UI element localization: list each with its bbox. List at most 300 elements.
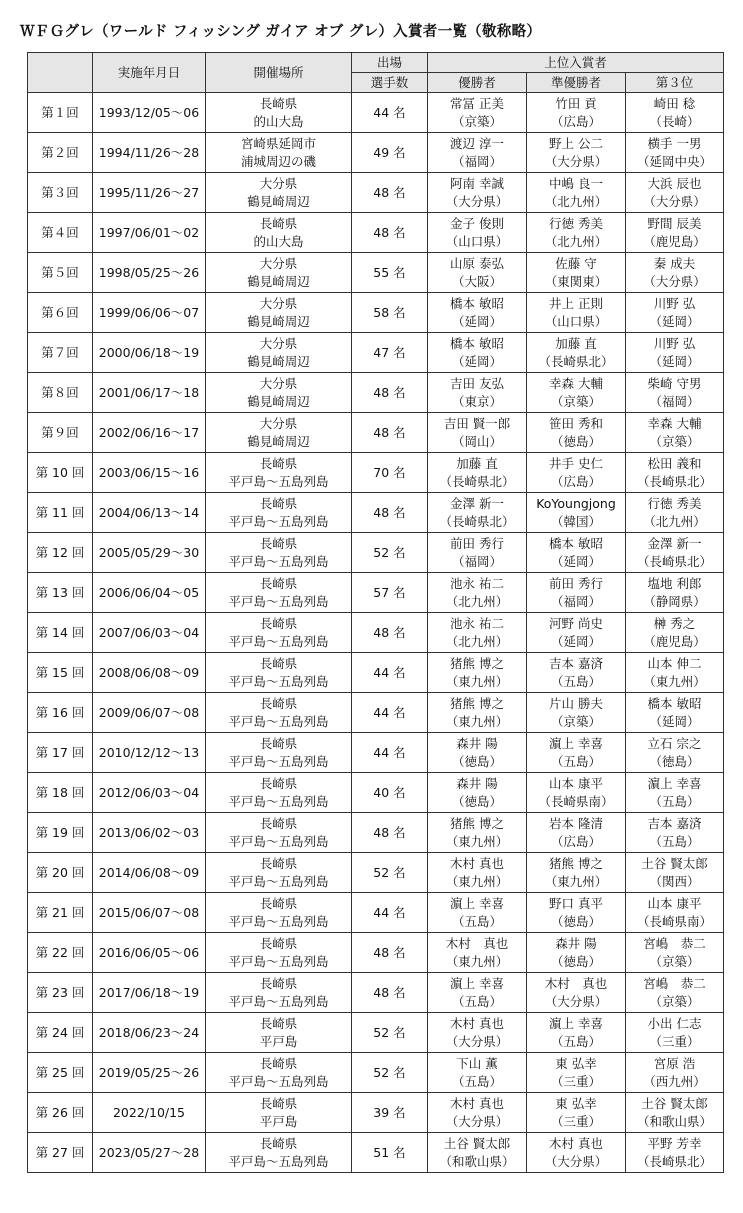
venue-cell-text: 大分県 [259, 255, 298, 271]
venue-cell-text: 長崎県 [259, 495, 298, 511]
third-place-cell-text: （長崎） [649, 113, 700, 129]
date-cell [93, 533, 206, 573]
date-cell [93, 813, 206, 853]
first-place-cell-text: （福岡） [451, 553, 502, 569]
table-row [28, 453, 724, 493]
date-cell [93, 413, 206, 453]
first-place-cell [428, 773, 527, 813]
second-place-cell-text: （福岡） [550, 593, 601, 609]
date-cell-text: 2022/10/15 [112, 1104, 186, 1120]
second-place-cell-text: 中嶋 良一 [549, 175, 603, 191]
third-place-cell [626, 293, 724, 333]
first-place-cell-text: （長崎県北） [439, 513, 515, 529]
first-place-cell-text: （徳島） [451, 793, 502, 809]
third-place-cell-text: （延岡） [649, 353, 700, 369]
first-place-cell-text: （東九州） [445, 833, 509, 849]
venue-cell-text: 的山大島 [253, 113, 304, 129]
entrants-cell-text: 39 名 [373, 1104, 406, 1120]
third-place-cell [626, 653, 724, 693]
date-cell-text: 2013/06/02～03 [98, 824, 200, 840]
third-place-cell-text: 立石 宗之 [647, 735, 702, 751]
second-place-cell-text: （徳島） [550, 953, 601, 969]
third-place-cell [626, 1093, 724, 1133]
venue-cell-text: 平戸島～五島列島 [228, 1073, 329, 1089]
table-row [28, 1013, 724, 1053]
third-place-cell-text: （長崎県北） [636, 1153, 712, 1169]
entrants-cell-text: 44 名 [373, 664, 406, 680]
table-row [28, 1133, 724, 1173]
date-cell [93, 333, 206, 373]
round-cell-text: 第 18 回 [35, 784, 85, 800]
first-place-cell-text: （岡山） [451, 433, 502, 449]
venue-cell-text: 長崎県 [259, 935, 298, 951]
round-cell-text: 第 24 回 [35, 1024, 85, 1040]
entrants-cell [352, 1093, 428, 1133]
venue-cell-text: 大分県 [259, 375, 298, 391]
second-place-cell-text: （京築） [550, 393, 601, 409]
table-row [28, 933, 724, 973]
table-row [28, 613, 724, 653]
third-place-cell-text: 大浜 辰也 [647, 175, 702, 191]
entrants-cell-text: 48 名 [373, 984, 406, 1000]
third-place-cell-text: （西九州） [643, 1073, 706, 1089]
round-cell-text: 第８回 [41, 384, 79, 400]
first-place-cell [428, 893, 527, 933]
first-place-cell-text: 橋本 敏昭 [450, 295, 504, 311]
date-cell-text: 1993/12/05～06 [98, 104, 200, 120]
second-place-cell-text: 笹田 秀和 [549, 415, 603, 431]
entrants-cell-text: 48 名 [373, 184, 406, 200]
third-place-cell [626, 1013, 724, 1053]
venue-cell [206, 893, 352, 933]
round-cell-text: 第 21 回 [35, 904, 85, 920]
round-cell-text: 第５回 [41, 264, 79, 280]
date-cell [93, 453, 206, 493]
round-cell-text: 第 15 回 [35, 664, 85, 680]
first-place-cell-text: 猪熊 博之 [450, 655, 504, 671]
first-place-cell-text: 濵上 幸喜 [450, 975, 504, 991]
round-cell [28, 533, 93, 573]
third-place-cell-text: 榊 秀之 [653, 615, 696, 631]
round-cell [28, 93, 93, 133]
round-cell [28, 173, 93, 213]
venue-cell-text: 平戸島～五島列島 [228, 1153, 329, 1169]
second-place-cell-text: （広島） [550, 113, 601, 129]
venue-cell-text: 長崎県 [259, 1095, 298, 1111]
date-cell-text: 2002/06/16～17 [98, 424, 200, 440]
table-row [28, 733, 724, 773]
venue-cell [206, 253, 352, 293]
third-place-cell [626, 573, 724, 613]
date-cell [93, 1013, 206, 1053]
first-place-cell [428, 1053, 527, 1093]
third-place-cell-text: （延岡） [649, 713, 700, 729]
date-cell [93, 1093, 206, 1133]
second-place-cell-text: 河野 尚史 [549, 615, 603, 631]
venue-cell-text: 鶴見崎周辺 [247, 393, 310, 409]
date-cell [93, 213, 206, 253]
entrants-cell-text: 48 名 [373, 824, 406, 840]
venue-cell [206, 973, 352, 1013]
date-cell-text: 2003/06/15～16 [98, 464, 200, 480]
round-cell [28, 933, 93, 973]
date-cell-text: 1999/06/06～07 [98, 304, 200, 320]
third-place-cell-text: 山本 伸二 [647, 655, 702, 671]
venue-cell-text: 長崎県 [259, 655, 298, 671]
header-entrants-line1: 出場 [352, 53, 428, 73]
round-cell-text: 第１回 [41, 104, 79, 120]
venue-cell-text: 平戸島～五島列島 [228, 753, 329, 769]
first-place-cell-text: （東九州） [445, 673, 509, 689]
date-cell [93, 853, 206, 893]
venue-cell-text: 長崎県 [259, 95, 298, 111]
date-cell [93, 973, 206, 1013]
venue-cell-text: 長崎県 [259, 815, 298, 831]
entrants-cell [352, 693, 428, 733]
venue-cell [206, 333, 352, 373]
first-place-cell [428, 1133, 527, 1173]
venue-cell-text: 鶴見崎周辺 [247, 313, 310, 329]
venue-cell-text: 長崎県 [259, 1135, 298, 1151]
third-place-cell [626, 1053, 724, 1093]
first-place-cell [428, 373, 527, 413]
third-place-cell [626, 373, 724, 413]
second-place-cell [527, 813, 626, 853]
date-cell-text: 2019/05/25～26 [98, 1064, 200, 1080]
second-place-cell-text: （東関東） [544, 273, 608, 289]
second-place-cell-text: （長崎県南） [538, 793, 614, 809]
first-place-cell-text: （東九州） [445, 713, 509, 729]
second-place-cell [527, 573, 626, 613]
venue-cell [206, 573, 352, 613]
date-cell [93, 653, 206, 693]
date-cell [93, 1053, 206, 1093]
entrants-cell-text: 48 名 [373, 424, 406, 440]
entrants-cell-text: 58 名 [373, 304, 406, 320]
round-cell-text: 第 25 回 [35, 1064, 85, 1080]
venue-cell-text: 鶴見崎周辺 [247, 273, 310, 289]
third-place-cell [626, 253, 724, 293]
first-place-cell-text: 橋本 敏昭 [450, 335, 504, 351]
first-place-cell-text: （和歌山県） [439, 1153, 515, 1169]
table-row [28, 693, 724, 733]
table-row [28, 413, 724, 453]
third-place-cell [626, 933, 724, 973]
third-place-cell-text: （長崎県北） [636, 553, 712, 569]
first-place-cell-text: 木村 真也 [450, 1015, 504, 1031]
date-cell [93, 733, 206, 773]
second-place-cell-text: （延岡） [550, 633, 601, 649]
third-place-cell-text: 崎田 稔 [653, 95, 696, 111]
first-place-cell-text: 吉田 友弘 [450, 375, 504, 391]
entrants-cell [352, 133, 428, 173]
second-place-cell-text: 木村 真也 [549, 1135, 603, 1151]
second-place-cell-text: （北九州） [544, 193, 608, 209]
first-place-cell-text: 濵上 幸喜 [450, 895, 504, 911]
venue-cell [206, 813, 352, 853]
first-place-cell [428, 653, 527, 693]
venue-cell-text: 的山大島 [253, 233, 304, 249]
round-cell [28, 493, 93, 533]
third-place-cell-text: （京築） [649, 993, 700, 1009]
third-place-cell-text: （鹿児島） [643, 233, 706, 249]
second-place-cell-text: 野口 真平 [549, 895, 603, 911]
date-cell-text: 2015/06/07～08 [98, 904, 200, 920]
table-row [28, 293, 724, 333]
round-cell [28, 893, 93, 933]
second-place-cell-text: 吉本 嘉済 [549, 655, 603, 671]
venue-cell [206, 533, 352, 573]
header-second: 準優勝者 [527, 73, 626, 93]
second-place-cell [527, 373, 626, 413]
first-place-cell-text: （大阪） [451, 273, 502, 289]
first-place-cell [428, 853, 527, 893]
third-place-cell [626, 493, 724, 533]
table-row [28, 573, 724, 613]
date-cell-text: 2017/06/18～19 [98, 984, 200, 1000]
round-cell-text: 第 10 回 [35, 464, 85, 480]
second-place-cell-text: 竹田 貢 [555, 95, 597, 111]
round-cell [28, 773, 93, 813]
date-cell [93, 93, 206, 133]
third-place-cell-text: 川野 弘 [653, 335, 696, 351]
first-place-cell-text: （東九州） [445, 873, 509, 889]
third-place-cell-text: （和歌山県） [636, 1113, 712, 1129]
second-place-cell-text: 井手 史仁 [549, 455, 603, 471]
third-place-cell-text: （東九州） [643, 673, 706, 689]
third-place-cell-text: 吉本 嘉済 [647, 815, 702, 831]
first-place-cell-text: （延岡） [451, 353, 502, 369]
third-place-cell-text: 柴崎 守男 [647, 375, 702, 391]
entrants-cell [352, 453, 428, 493]
third-place-cell [626, 973, 724, 1013]
third-place-cell-text: 川野 弘 [653, 295, 696, 311]
first-place-cell [428, 453, 527, 493]
first-place-cell-text: 加藤 直 [456, 455, 498, 471]
venue-cell-text: 鶴見崎周辺 [247, 353, 310, 369]
date-cell-text: 2016/06/05～06 [98, 944, 200, 960]
second-place-cell-text: 東 弘幸 [555, 1095, 597, 1111]
table-row [28, 773, 724, 813]
third-place-cell-text: 宮嶋 恭二 [643, 975, 706, 991]
first-place-cell-text: 阿南 幸誠 [450, 175, 504, 191]
venue-cell [206, 773, 352, 813]
first-place-cell [428, 813, 527, 853]
round-cell-text: 第９回 [41, 424, 79, 440]
first-place-cell-text: （京築） [451, 113, 502, 129]
first-place-cell [428, 1013, 527, 1053]
round-cell [28, 413, 93, 453]
table-row [28, 213, 724, 253]
first-place-cell-text: 森井 陽 [456, 775, 498, 791]
round-cell-text: 第 14 回 [35, 624, 85, 640]
date-cell [93, 253, 206, 293]
first-place-cell [428, 133, 527, 173]
first-place-cell-text: （大分県） [445, 193, 509, 209]
date-cell-text: 2012/06/03～04 [98, 784, 200, 800]
date-cell-text: 1994/11/26～28 [98, 144, 200, 160]
third-place-cell-text: 土谷 賢太郎 [641, 1095, 708, 1111]
date-cell-text: 2014/06/08～09 [98, 864, 200, 880]
round-cell-text: 第 12 回 [35, 544, 85, 560]
second-place-cell [527, 213, 626, 253]
venue-cell [206, 493, 352, 533]
third-place-cell-text: 土谷 賢太郎 [641, 855, 708, 871]
second-place-cell [527, 733, 626, 773]
second-place-cell-text: 加藤 直 [555, 335, 597, 351]
second-place-cell-text: （徳島） [550, 433, 601, 449]
second-place-cell-text: 猪熊 博之 [549, 855, 603, 871]
venue-cell [206, 1053, 352, 1093]
second-place-cell-text: （長崎県北） [538, 353, 614, 369]
round-cell-text: 第 11 回 [35, 504, 85, 520]
venue-cell-text: 宮崎県延岡市 [240, 135, 316, 151]
first-place-cell-text: 常冨 正美 [450, 95, 504, 111]
venue-cell-text: 浦城周辺の磯 [240, 153, 316, 169]
table-row [28, 333, 724, 373]
round-cell [28, 213, 93, 253]
third-place-cell-text: 宮嶋 恭二 [643, 935, 706, 951]
second-place-cell-text: 東 弘幸 [555, 1055, 597, 1071]
second-place-cell-text: （大分県） [544, 153, 608, 169]
first-place-cell-text: 下山 薫 [456, 1055, 498, 1071]
round-cell [28, 133, 93, 173]
third-place-cell-text: 行徳 秀美 [647, 495, 702, 511]
third-place-cell-text: （北九州） [643, 513, 706, 529]
third-place-cell-text: 平野 芳幸 [647, 1135, 702, 1151]
third-place-cell-text: 秦 成夫 [653, 255, 696, 271]
second-place-cell [527, 453, 626, 493]
table-row [28, 653, 724, 693]
third-place-cell-text: （長崎県南） [636, 913, 712, 929]
table-row [28, 253, 724, 293]
third-place-cell [626, 693, 724, 733]
round-cell-text: 第 26 回 [35, 1104, 85, 1120]
date-cell-text: 2018/06/23～24 [98, 1024, 200, 1040]
third-place-cell [626, 813, 724, 853]
venue-cell-text: 長崎県 [259, 895, 298, 911]
first-place-cell-text: （五島） [451, 993, 502, 1009]
first-place-cell [428, 413, 527, 453]
venue-cell-text: 長崎県 [259, 975, 298, 991]
venue-cell [206, 173, 352, 213]
round-cell-text: 第 16 回 [35, 704, 85, 720]
venue-cell-text: 平戸島～五島列島 [228, 513, 329, 529]
first-place-cell-text: （五島） [451, 1073, 502, 1089]
date-cell [93, 173, 206, 213]
second-place-cell [527, 413, 626, 453]
first-place-cell-text: 木村 真也 [445, 935, 509, 951]
second-place-cell [527, 253, 626, 293]
venue-cell-text: 平戸島～五島列島 [228, 993, 329, 1009]
date-cell-text: 2006/06/04～05 [98, 584, 200, 600]
venue-cell-text: 長崎県 [259, 1055, 298, 1071]
date-cell-text: 2007/06/03～04 [98, 624, 200, 640]
header-round [28, 53, 93, 93]
first-place-cell [428, 493, 527, 533]
second-place-cell [527, 933, 626, 973]
first-place-cell [428, 213, 527, 253]
table-row [28, 133, 724, 173]
second-place-cell [527, 493, 626, 533]
third-place-cell-text: 幸森 大輔 [647, 415, 702, 431]
second-place-cell-text: 山本 康平 [549, 775, 603, 791]
second-place-cell-text: （五島） [550, 673, 601, 689]
table-header [28, 53, 724, 93]
first-place-cell [428, 253, 527, 293]
first-place-cell-text: 池永 祐二 [450, 615, 504, 631]
venue-cell-text: 平戸島 [259, 1113, 298, 1129]
third-place-cell-text: （大分県） [643, 193, 706, 209]
first-place-cell [428, 613, 527, 653]
round-cell-text: 第 27 回 [35, 1144, 85, 1160]
header-entrants-line2: 選手数 [352, 73, 428, 93]
entrants-cell [352, 493, 428, 533]
venue-cell [206, 1013, 352, 1053]
date-cell [93, 693, 206, 733]
entrants-cell-text: 57 名 [373, 584, 406, 600]
first-place-cell [428, 973, 527, 1013]
third-place-cell-text: （延岡中央） [636, 153, 712, 169]
first-place-cell-text: （北九州） [445, 593, 509, 609]
venue-cell-text: 長崎県 [259, 535, 298, 551]
first-place-cell-text: 金子 俊則 [450, 215, 504, 231]
second-place-cell [527, 533, 626, 573]
entrants-cell [352, 413, 428, 453]
first-place-cell-text: （大分県） [445, 1113, 509, 1129]
round-cell [28, 693, 93, 733]
date-cell [93, 773, 206, 813]
round-cell [28, 1133, 93, 1173]
date-cell [93, 373, 206, 413]
header-date: 実施年月日 [93, 53, 206, 93]
entrants-cell-text: 52 名 [373, 544, 406, 560]
third-place-cell-text: （関西） [649, 873, 700, 889]
third-place-cell [626, 733, 724, 773]
round-cell [28, 253, 93, 293]
entrants-cell-text: 48 名 [373, 224, 406, 240]
second-place-cell-text: 佐藤 守 [555, 255, 597, 271]
venue-cell [206, 693, 352, 733]
venue-cell-text: 長崎県 [259, 775, 298, 791]
first-place-cell [428, 693, 527, 733]
round-cell [28, 613, 93, 653]
second-place-cell-text: 行徳 秀美 [549, 215, 603, 231]
entrants-cell-text: 49 名 [373, 144, 406, 160]
round-cell [28, 1013, 93, 1053]
entrants-cell [352, 1053, 428, 1093]
venue-cell-text: 長崎県 [259, 695, 298, 711]
second-place-cell-text: （徳島） [550, 913, 601, 929]
first-place-cell [428, 93, 527, 133]
entrants-cell [352, 173, 428, 213]
date-cell-text: 1995/11/26～27 [98, 184, 200, 200]
table-row [28, 373, 724, 413]
first-place-cell-text: 猪熊 博之 [450, 815, 504, 831]
entrants-cell [352, 93, 428, 133]
second-place-cell [527, 1053, 626, 1093]
entrants-cell [352, 213, 428, 253]
table-row [28, 853, 724, 893]
second-place-cell [527, 613, 626, 653]
third-place-cell-text: （大分県） [643, 273, 706, 289]
second-place-cell-text: 岩本 隆清 [549, 815, 603, 831]
date-cell-text: 2010/12/12～13 [98, 744, 200, 760]
date-cell [93, 493, 206, 533]
first-place-cell-text: 前田 秀行 [450, 535, 504, 551]
second-place-cell [527, 133, 626, 173]
venue-cell-text: 長崎県 [259, 455, 298, 471]
